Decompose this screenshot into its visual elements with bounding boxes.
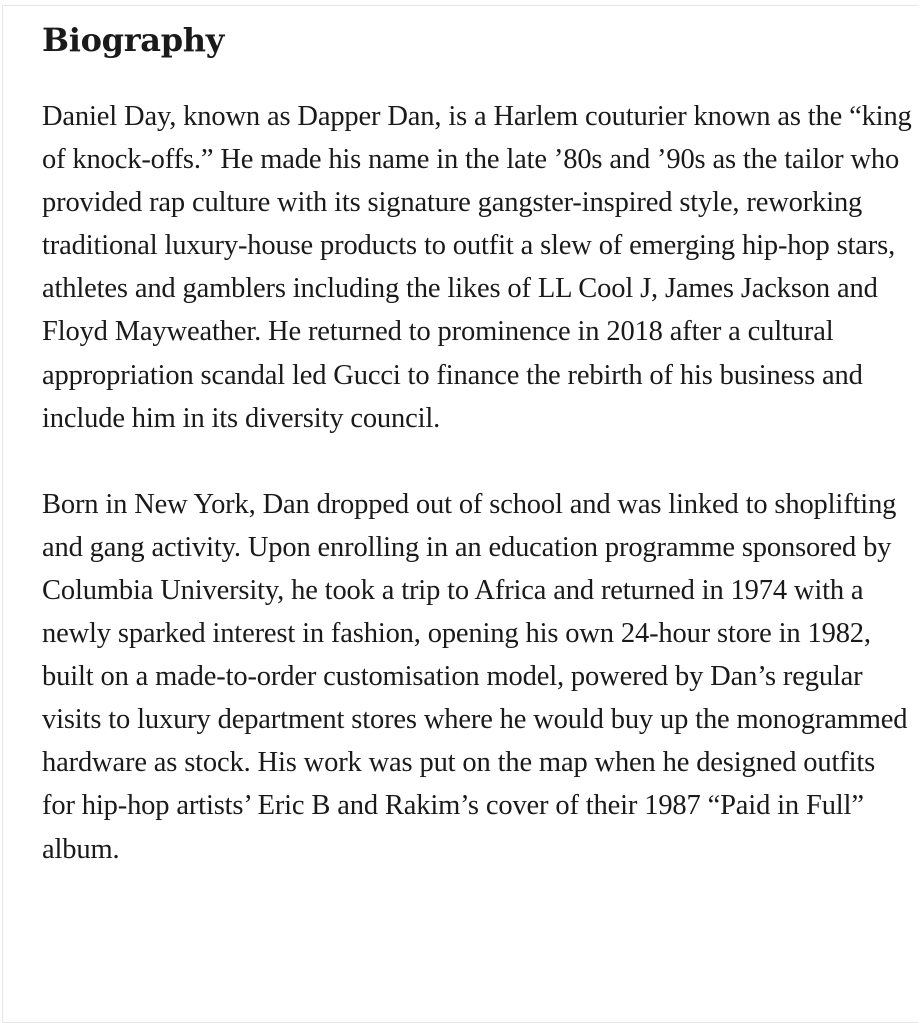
biography-paragraph-1: Daniel Day, known as Dapper Dan, is a Harlem couturier known as the “king of knock-offs.” He made his name in the late ’80s and ’90s as the tailor who provided rap culture with its signature gangster-inspired style, reworking traditional luxury-house products to outfit a slew of emerging hip-hop stars, athletes and gamblers including the likes of LL Cool J, James Jackson and Floyd Mayweather. He returned to prominence in 2018 after a cultural appropriation scandal led Gucci to finance the rebirth of his business and include him in its diversity council. [42, 101, 912, 434]
section-heading: Biography [42, 21, 225, 59]
biography-section [42, 14, 912, 871]
content-frame [2, 5, 918, 1023]
biography-paragraph-2: Born in New York, Dan dropped out of school and was linked to shoplifting and gang activity. Upon enrolling in an education programme sponsored by Columbia University, he took a trip to Africa and returned in 1974 with a newly sparked interest in fashion, opening his own 24-hour store in 1982, built on a made-to-order customisation model, powered by Dan’s regular visits to luxury department stores where he would buy up the monogrammed hardware as stock. His work was put on the map when he designed outfits for hip-hop artists’ Eric B and Rakim’s cover of their 1987 “Paid in Full” album. [42, 488, 908, 865]
